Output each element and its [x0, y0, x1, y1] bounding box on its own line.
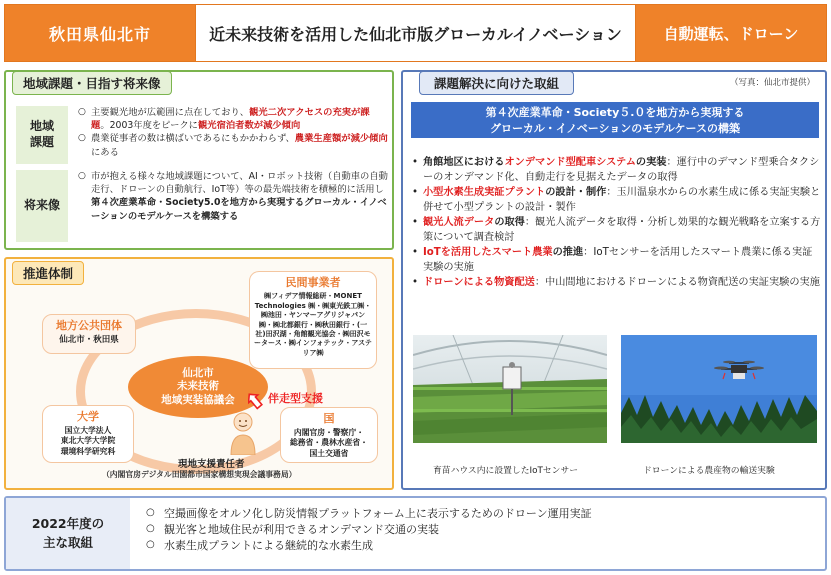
companion-support-label: 伴走型支援	[268, 392, 323, 405]
fy2022-item: ○ 水素生成プラントによる継続的な水素生成	[146, 538, 592, 554]
private-companies-title: 民間事業者	[285, 276, 341, 289]
drone-delivery-caption: ドローンによる農産物の輸送実験	[643, 466, 775, 476]
local-government-title: 地方公共団体	[56, 319, 122, 332]
solution-panel	[401, 70, 827, 490]
fy2022-list	[130, 498, 592, 569]
theme-label: 自動運転、ドローン	[636, 5, 826, 61]
banner-line-2: グローカル・イノベーションのモデルケースの構築	[490, 121, 740, 135]
initiatives-list	[411, 156, 821, 291]
national-government-node	[280, 407, 378, 463]
fy2022-item: ○ 観光客と地域住民が利用できるオンデマンド交通の実装	[146, 522, 592, 538]
list-item: • IoTを活用したスマート農業の推進：IoTセンサーを活用したスマート農業に係る実証実験の実施	[411, 246, 821, 276]
list-item: ○ 主要観光地が広範囲に点在しており、観光二次アクセスの充実が課題。2003年度をピークに観光宿泊者数が減少傾向	[78, 106, 388, 132]
supporter-affiliation: （内閣官房デジタル田園都市国家構想実現会議事務局）	[102, 470, 297, 479]
fy2022-panel	[4, 496, 827, 571]
council-line-1: 仙北市	[182, 366, 214, 379]
list-item: • 観光人流データの取得：観光人流データを取得・分析し効果的な観光戦略を立案する方策について調査検討	[411, 216, 821, 246]
photo-credit: （写真：仙北市提供）	[729, 78, 815, 88]
list-item: ○ 農業従事者の数は横ばいであるにもかかわらず、農業生産額が減少傾向にある	[78, 132, 388, 158]
council-line-2: 未来技術	[177, 380, 219, 393]
iot-sensor-photo	[413, 335, 607, 443]
vision-row	[16, 170, 388, 242]
university-title: 大学	[77, 410, 99, 423]
regional-issues-heading: 地域課題・目指す将来像	[12, 71, 172, 95]
council-circle	[128, 356, 268, 418]
university-node	[42, 405, 134, 463]
fy2022-label: 2022年度の 主な取組	[6, 498, 130, 569]
drone-delivery-photo	[621, 335, 817, 443]
list-item: • ドローンによる物資配送：中山間地におけるドローンによる物資配送の実証実験の実施	[411, 276, 821, 291]
local-government-node	[42, 314, 136, 354]
iot-sensor-caption: 育苗ハウス内に設置したIoTセンサー	[433, 466, 579, 476]
page-title: 近未来技術を活用した仙北市版グローカルイノベーション	[195, 5, 636, 61]
issues-label: 地域 課題	[16, 106, 68, 164]
model-case-banner	[411, 102, 819, 138]
vision-list	[68, 170, 388, 242]
private-companies-body: ㈱フィデア情報総研・MONET Technologies ㈱・㈱東光鉄工㈱・㈱池田・ヤンマーアグリジャパン㈱・㈱北都銀行・㈱秋田銀行・(一社)田沢湖・角館観光協会・㈱田沢モータース・㈱インフォテック・アステリア㈱	[254, 292, 372, 357]
issues-list	[68, 106, 388, 164]
page-header	[4, 4, 827, 62]
solution-heading: 課題解決に向けた取組	[419, 71, 574, 95]
national-government-body: 内閣官房・警察庁・ 総務省・農林水産省・ 国土交通省	[290, 428, 368, 458]
prefecture-city-label: 秋田県仙北市	[5, 5, 195, 61]
supporter-title: 現地支援責任者	[178, 459, 245, 470]
support-arrow-icon	[248, 390, 268, 410]
vision-label: 将来像	[16, 170, 68, 242]
promotion-system-panel	[4, 257, 394, 490]
list-item: • 小型水素生成実証プラントの設計・制作：玉川温泉水からの水素生成に係る実証実験と併せて小型プラントの設計・製作	[411, 186, 821, 216]
national-government-title: 国	[323, 412, 335, 425]
list-item: ○ 市が抱える様々な地域課題について、AI・ロボット技術（自動車の自動走行、ドローンの自動航行、IoT等）等の最先端技術を積極的に活用し第４次産業革命・Society5.0を地方から実現するグローカル・イノベーションのモデルケースを構築する	[78, 170, 388, 223]
promotion-system-heading: 推進体制	[12, 261, 84, 285]
council-line-3: 地域実装協議会	[161, 393, 235, 406]
private-companies-node	[249, 271, 377, 369]
fy2022-item: ○ 空撮画像をオルソ化し防災情報プラットフォーム上に表示するためのドローン運用実証	[146, 506, 592, 522]
issues-row	[16, 106, 388, 164]
university-body: 国立大学法人 東北大学大学院 環境科学研究科	[60, 426, 116, 456]
local-government-body: 仙北市・秋田県	[59, 335, 119, 346]
supporter-person-icon	[228, 411, 258, 455]
regional-issues-panel	[4, 70, 394, 250]
list-item: • 角館地区におけるオンデマンド型配車システムの実装：運行中のデマンド型乗合タクシーのオンデマンド化、自動走行を見据えたデータの取得	[411, 156, 821, 186]
banner-line-1: 第４次産業革命・Society５.０を地方から実現する	[485, 106, 745, 119]
